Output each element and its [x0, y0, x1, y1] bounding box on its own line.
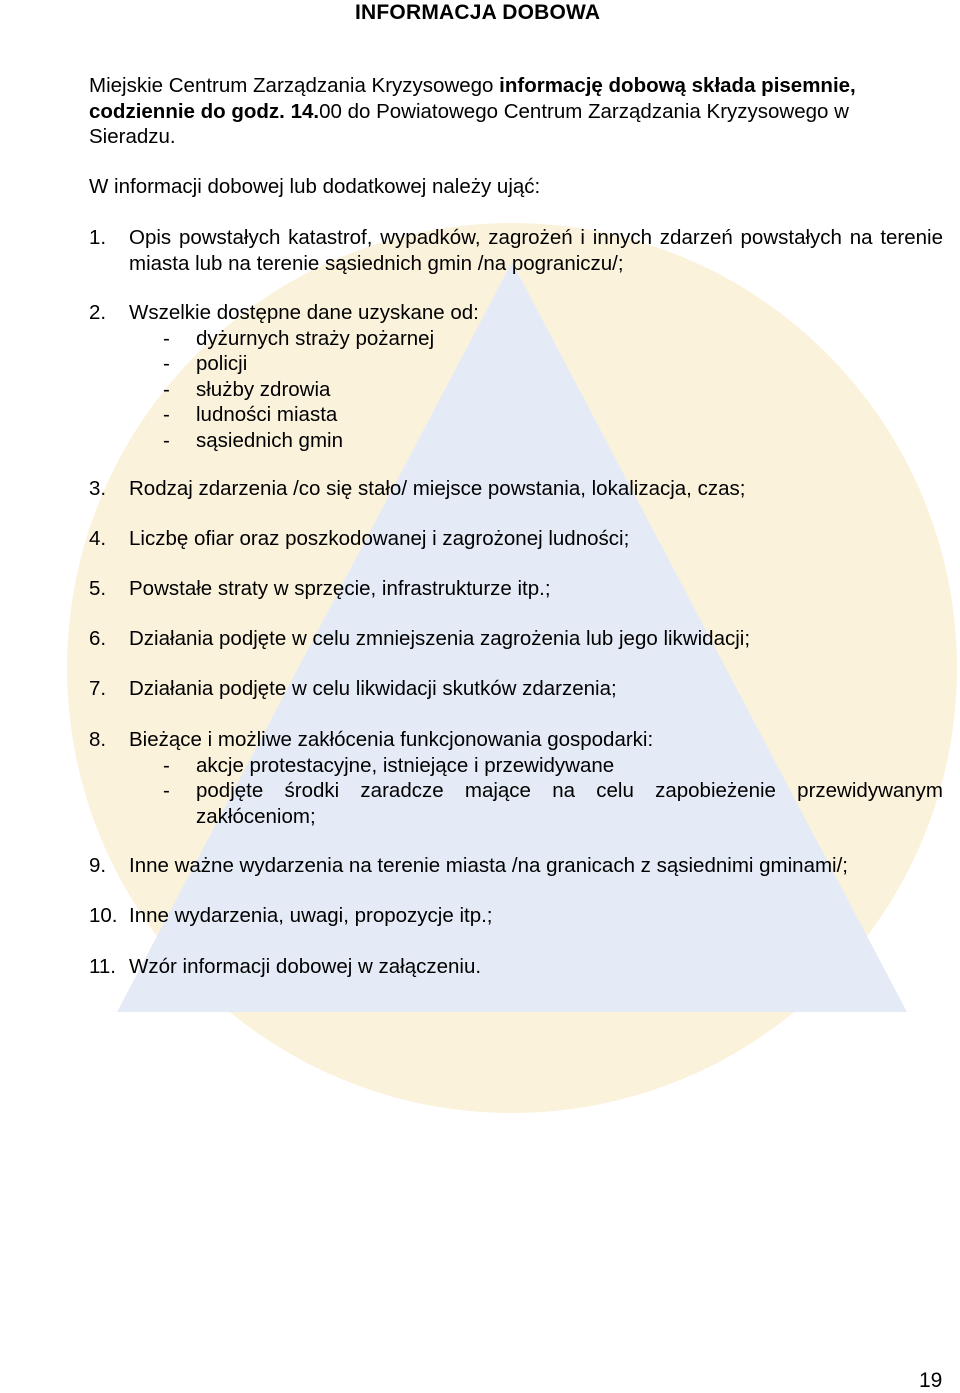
list-item-number: 10. [89, 904, 118, 927]
list-item-6 [89, 626, 943, 652]
sub-item-dash: - [163, 779, 170, 802]
sub-item [163, 377, 943, 403]
list-item-text: Liczbę ofiar oraz poszkodowanej i zagrożonej ludności; [129, 527, 630, 550]
list-item-number: 4. [89, 527, 107, 550]
list-item-number: 11. [89, 955, 116, 978]
list-item-number: 9. [89, 854, 107, 877]
sub-item-dash: - [163, 326, 170, 350]
list-item-1 [89, 225, 943, 276]
list-lead-text: W informacji dobowej lub dodatkowej należy ująć: [89, 175, 541, 198]
list-item-number: 6. [89, 627, 107, 650]
sub-item-text: policji [196, 352, 248, 375]
list-item-text: Działania podjęte w celu likwidacji skutków zdarzenia; [129, 677, 617, 700]
sub-item-dash: - [163, 428, 170, 452]
sub-item-text: służby zdrowia [196, 377, 331, 401]
sub-item-dash: - [163, 352, 170, 375]
sub-item-text: akcje protestacyjne, istniejące i przewidywane [196, 753, 615, 777]
list-item-text: Wzór informacji dobowej w załączeniu. [129, 955, 482, 978]
sub-item-dash: - [163, 377, 170, 401]
intro-paragraph [89, 73, 919, 150]
list-item-text: Bieżące i możliwe zakłócenia funkcjonowania gospodarki: [129, 728, 654, 751]
intro-text-1: Miejskie Centrum Zarządzania Kryzysowego [89, 74, 500, 97]
list-item-text: Opis powstałych katastrof, wypadków, zagrożeń i innych zdarzeń powstałych na terenie miasta lub na terenie sąsiednich gmin /na pograniczu/; [129, 226, 943, 275]
sub-item [163, 326, 943, 352]
sub-item-text: podjęte środki zaradcze mające na celu zapobieżenie przewidywanym zakłóceniom; [196, 779, 943, 828]
list-item-3 [89, 476, 943, 502]
list-item-10 [89, 903, 943, 929]
list-item-number: 2. [89, 301, 107, 324]
sub-item [163, 753, 943, 779]
list-item-text: Inne ważne wydarzenia na terenie miasta /na granicach z sąsiednimi gminami/; [129, 854, 849, 877]
list-item-text: Wszelkie dostępne dane uzyskane od: [129, 301, 479, 324]
sub-item [163, 351, 943, 377]
page-number: 19 [919, 1369, 943, 1392]
sub-item-text: sąsiednich gmin [196, 428, 343, 452]
sub-item-dash: - [163, 753, 170, 777]
list-item-4 [89, 526, 943, 552]
list-item-5 [89, 576, 943, 602]
document-title: INFORMACJA DOBOWA [355, 1, 601, 24]
sub-item [163, 402, 943, 428]
list-item-2 [89, 300, 943, 453]
list-item-number: 1. [89, 226, 107, 249]
list-item-number: 5. [89, 577, 107, 600]
list-item-number: 8. [89, 728, 107, 751]
intro-text-2: 00 do Powiatowego Centrum Zarządzania Kryzysowego w Sieradzu. [89, 99, 849, 148]
list-item-text: Rodzaj zdarzenia /co się stało/ miejsce powstania, lokalizacja, czas; [129, 477, 746, 500]
sub-item [163, 778, 943, 829]
sub-item-text: dyżurnych straży pożarnej [196, 326, 435, 350]
list-item-7 [89, 676, 943, 702]
list-item-8 [89, 727, 943, 829]
sub-item [163, 428, 943, 454]
list-item-text: Inne wydarzenia, uwagi, propozycje itp.; [129, 904, 493, 927]
list-item-text: Działania podjęte w celu zmniejszenia zagrożenia lub jego likwidacji; [129, 627, 751, 650]
list-item-number: 7. [89, 677, 107, 700]
sub-item-text: ludności miasta [196, 403, 338, 426]
sub-item-dash: - [163, 403, 170, 426]
list-item-text: Powstałe straty w sprzęcie, infrastrukturze itp.; [129, 577, 551, 600]
list-item-number: 3. [89, 477, 107, 500]
list-item-11 [89, 954, 943, 980]
list-item-9 [89, 853, 943, 879]
intro-bold-text: informację dobową składa pisemnie, codziennie do godz. 14. [89, 74, 856, 123]
